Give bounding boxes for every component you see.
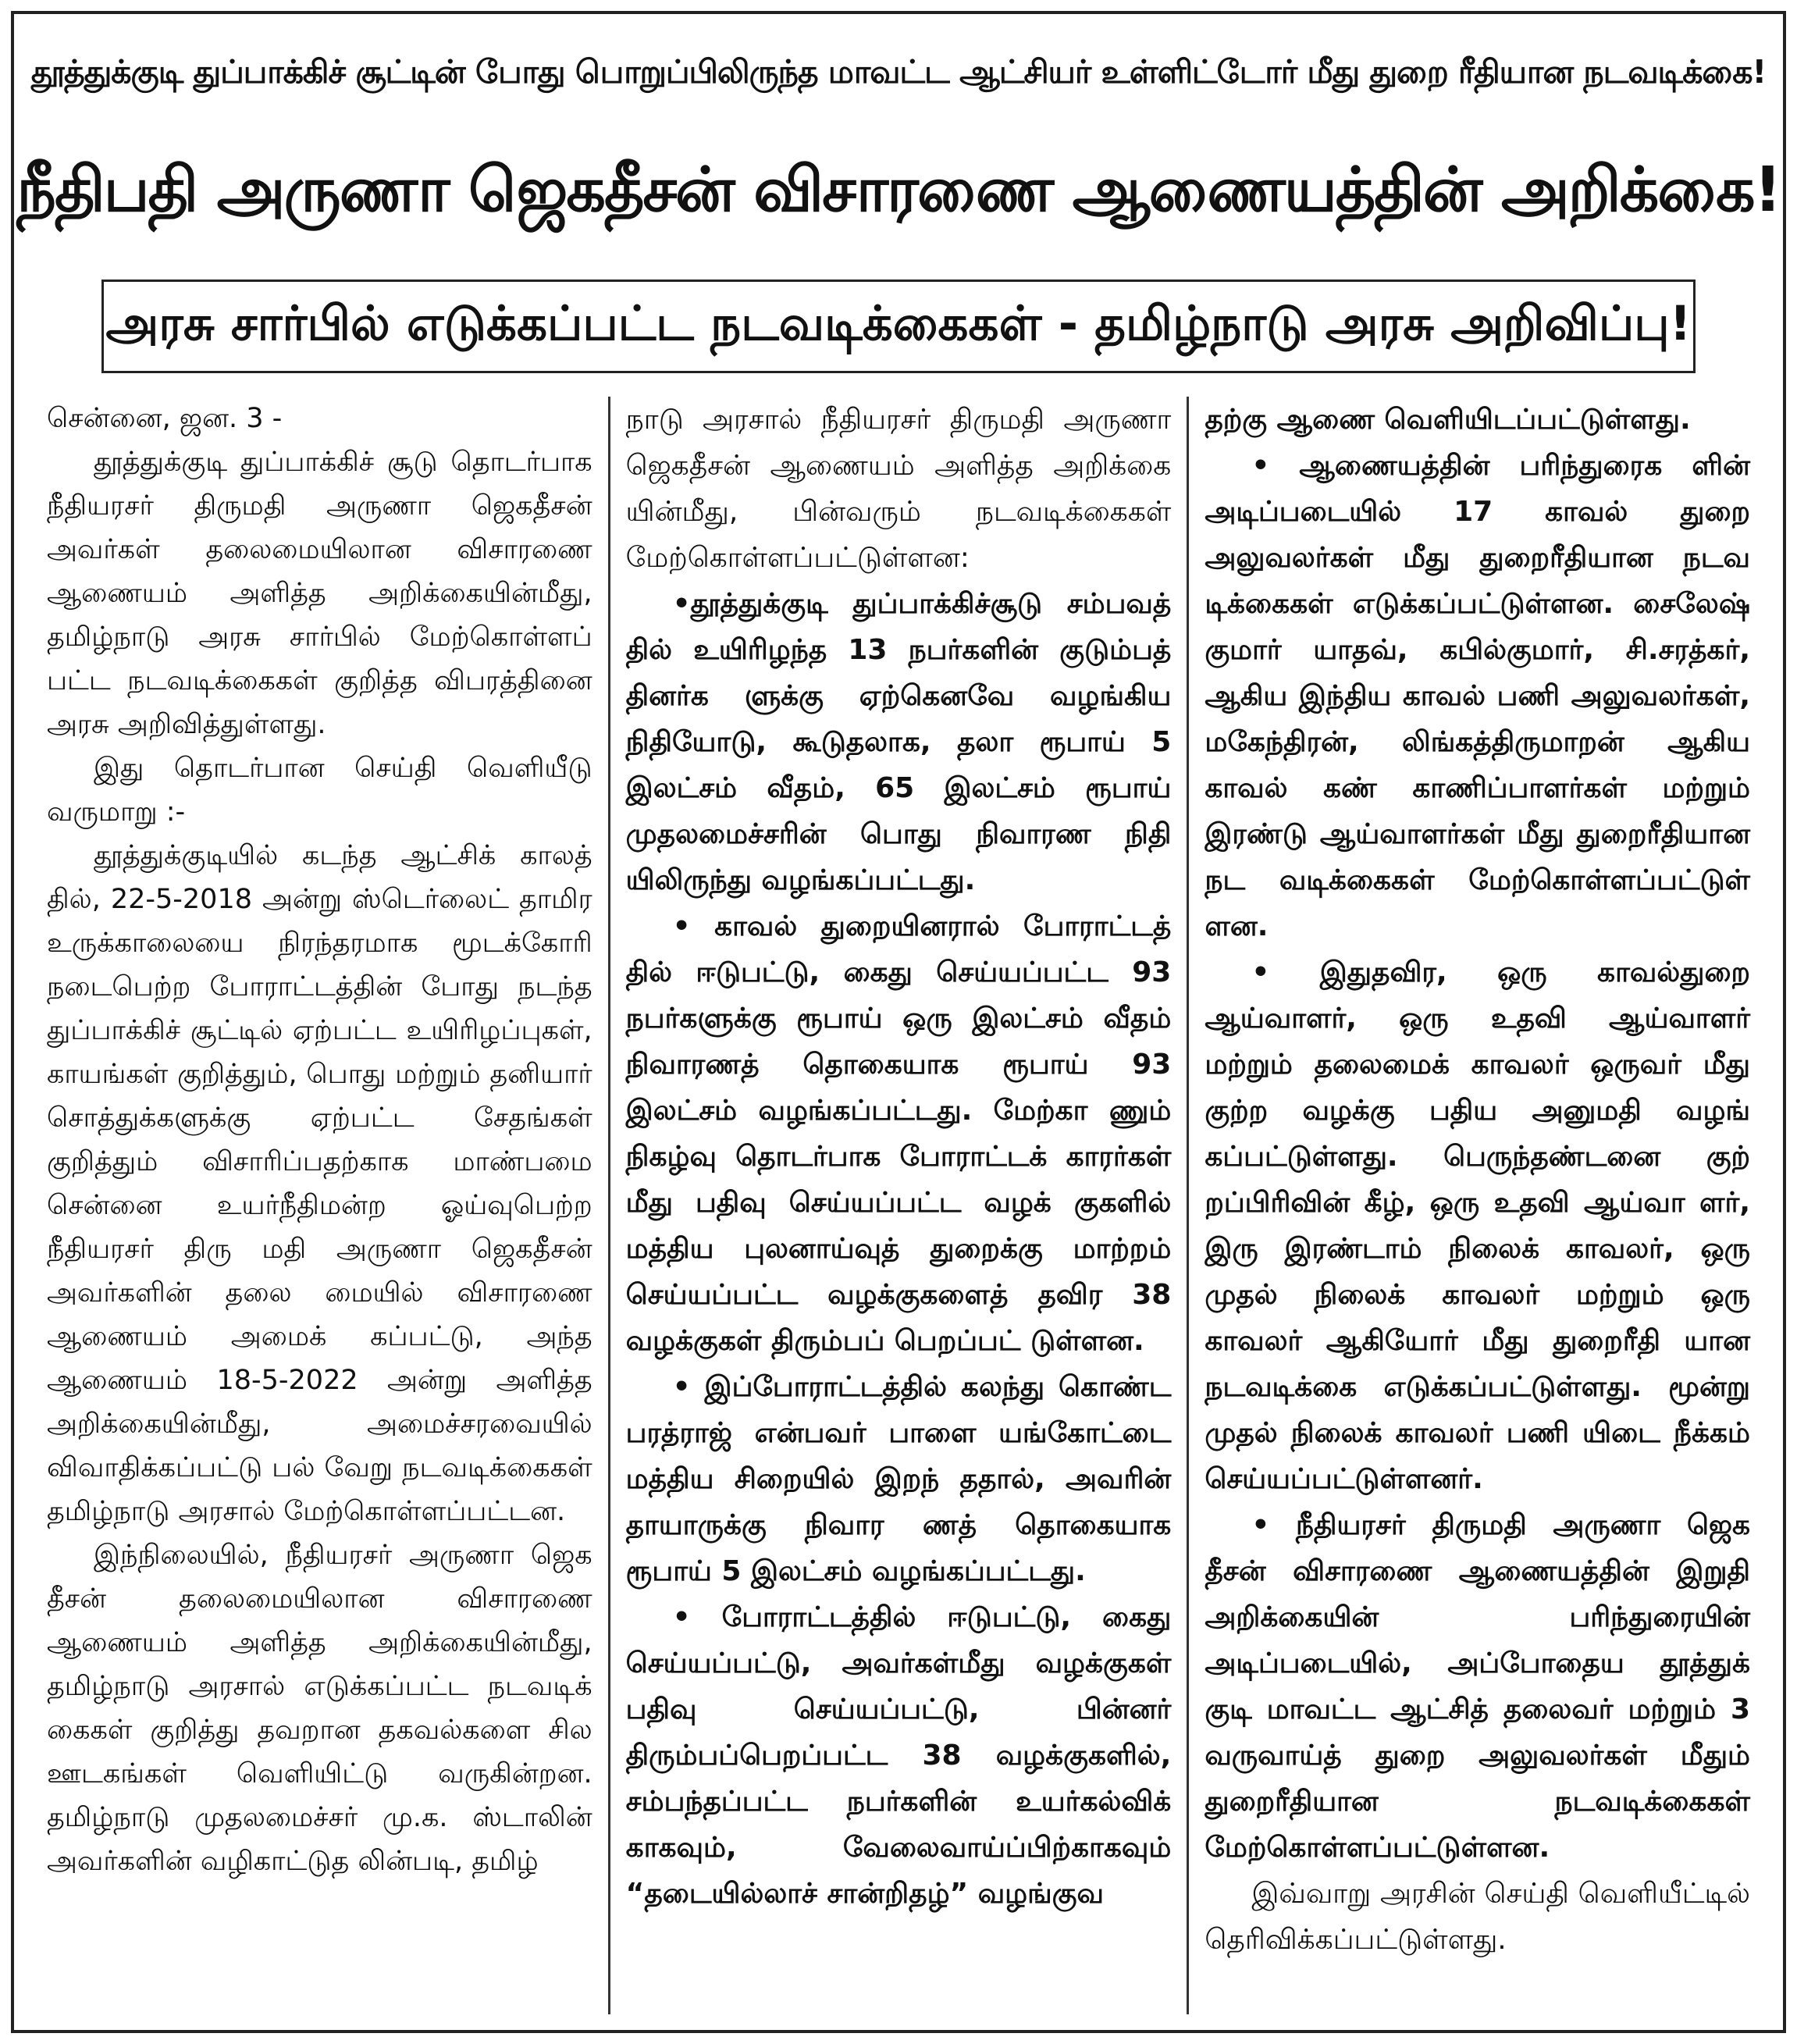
kicker-line: தூத்துக்குடி துப்பாக்கிச் சூட்டின் போது பொறுப்பிலிருந்த மாவட்ட ஆட்சியர் உள்ளிட்டோர் மீது துறை ரீதியான நடவடிக்கை! — [30, 53, 1767, 91]
newspaper-clipping — [11, 11, 1786, 2033]
article-columns — [31, 397, 1766, 2014]
paragraph: இந்நிலையில், நீதியரசர் அருணா ஜெக தீசன் தலைமையிலான விசாரணை ஆணையம் அளித்த அறிக்கையின்மீது, தமிழ்நாடு அரசால் எடுக்கப்பட்ட நடவடிக் கைகள் குறித்து தவறான தகவல்களை சில ஊடகங்கள் வெளியிட்டு வருகின்றன. தமிழ்நாடு முதலமைச்சர் மு.க. ஸ்டாலின் அவர்களின் வழிகாட்டுத லின்படி, தமிழ் — [47, 1540, 592, 1877]
bullet-item: • நீதியரசர் திருமதி அருணா ஜெக தீசன் விசாரணை ஆணையத்தின் இறுதி அறிக்கையின் பரிந்துரையின் அடிப்படையில், அப்போதைய தூத்துக் குடி மாவட்ட ஆட்சித் தலைவர் மற்றும் 3 வருவாய்த் துறை அலுவலர்கள் மீதும் துறைரீதியான நடவடிக்கைகள் மேற்கொள்ளப்பட்டுள்ளன. — [1205, 1509, 1751, 1864]
column-1 — [31, 397, 608, 2014]
bullet-list — [1205, 397, 1750, 1871]
bullet-item: •தூத்துக்குடி துப்பாக்கிச்சூடு சம்பவத் தில் உயிரிழந்த 13 நபர்களின் குடும்பத் தினர்க ளுக்கு ஏற்கெனவே வழங்கிய நிதியோடு, கூடுதலாக, தலா ரூபாய் 5 இலட்சம் வீதம், 65 இலட்சம் ரூபாய் முதலமைச்சரின் பொது நிவாரண நிதி யிலிருந்து வழங்கப்பட்டது. — [625, 588, 1172, 896]
closing-paragraph: இவ்வாறு அரசின் செய்தி வெளியீட்டில் தெரிவிக்கப்பட்டுள்ளது. — [1205, 1878, 1751, 1956]
column-2 — [608, 397, 1187, 2014]
bullet-item: • காவல் துறையினரால் போராட்டத் தில் ஈடுபட்டு, கைது செய்யப்பட்ட 93 நபர்களுக்கு ரூபாய் ஒரு இலட்சம் வீதம் நிவாரணத் தொகையாக ரூபாய் 93 இலட்சம் வழங்கப்பட்டது. மேற்கா ணும் நிகழ்வு தொடர்பாக போராட்டக் காரர்கள் மீது பதிவு செய்யப்பட்ட வழக் குகளில் மத்திய புலனாய்வுத் துறைக்கு மாற்றம் செய்யப்பட்ட வழக்குகளைத் தவிர 38 வழக்குகள் திரும்பப் பெறப்பட் டுள்ளன. — [625, 910, 1172, 1357]
subheadline-box: அரசு சார்பில் எடுக்கப்பட்ட நடவடிக்கைகள் - தமிழ்நாடு அரசு அறிவிப்பு! — [101, 280, 1696, 373]
paragraph: தூத்துக்குடி துப்பாக்கிச் சூடு தொடர்பாக நீதியரசர் திருமதி அருணா ஜெகதீசன் அவர்கள் தலைமையிலான விசாரணை ஆணையம் அளித்த அறிக்கையின்மீது, தமிழ்நாடு அரசு சார்பில் மேற்கொள்ளப் பட்ட நடவடிக்கைகள் குறித்த விபரத்தினை அரசு அறிவித்துள்ளது. — [47, 447, 592, 740]
paragraph-continued: தற்கு ஆணை வெளியிடப்பட்டுள்ளது. — [1205, 404, 1691, 436]
column-3 — [1187, 397, 1766, 2014]
paragraph: தூத்துக்குடியில் கடந்த ஆட்சிக் காலத் தில், 22-5-2018 அன்று ஸ்டெர்லைட் தாமிர உருக்காலையை நிரந்தரமாக மூடக்கோரி நடைபெற்ற போராட்டத்தின் போது நடந்த துப்பாக்கிச் சூட்டில் ஏற்பட்ட உயிரிழப்புகள், காயங்கள் குறித்தும், பொது மற்றும் தனியார் சொத்துக்களுக்கு ஏற்பட்ட சேதங்கள் குறித்தும் விசாரிப்பதற்காக மாண்பமை சென்னை உயர்நீதிமன்ற ஓய்வுபெற்ற நீதியரசர் திரு மதி அருணா ஜெகதீசன் அவர்களின் தலை மையில் விசாரணை ஆணையம் அமைக் கப்பட்டு, அந்த ஆணையம் 18-5-2022 அன்று அளித்த அறிக்கையின்மீது, அமைச்சரவையில் விவாதிக்கப்பட்டு பல் வேறு நடவடிக்கைகள் தமிழ்நாடு அரசால் மேற்கொள்ளப்பட்டன. — [47, 840, 592, 1527]
paragraph: இது தொடர்பான செய்தி வெளியீடு வருமாறு :- — [47, 753, 592, 828]
dateline: சென்னை, ஜன. 3 - — [47, 403, 283, 434]
headline: நீதிபதி அருணா ஜெகதீசன் விசாரணை ஆணையத்தின் அறிக்கை! — [16, 153, 1781, 226]
bullet-list — [626, 581, 1172, 1917]
bullet-item: • இதுதவிர, ஒரு காவல்துறை ஆய்வாளர், ஒரு உதவி ஆய்வாளர் மற்றும் தலைமைக் காவலர் ஒருவர் மீது குற்ற வழக்கு பதிய அனுமதி வழங் கப்பட்டுள்ளது. பெருந்தண்டனை குற் றப்பிரிவின் கீழ், ஒரு உதவி ஆய்வா ளர், இரு இரண்டாம் நிலைக் காவலர், ஒரு முதல் நிலைக் காவலர் மற்றும் ஒரு காவலர் ஆகியோர் மீது துறைரீதி யான நடவடிக்கை எடுக்கப்பட்டுள்ளது. மூன்று முதல் நிலைக் காவலர் பணி யிடை நீக்கம் செய்யப்பட்டுள்ளனர். — [1205, 956, 1751, 1495]
paragraph-continued: நாடு அரசால் நீதியரசர் திருமதி அருணா ஜெகதீசன் ஆணையம் அளித்த அறிக்கை யின்மீது, பின்வரும் நடவடிக்கைகள் மேற்கொள்ளப்பட்டுள்ளன: — [625, 404, 1172, 574]
bullet-item: • ஆணையத்தின் பரிந்துரைக ளின் அடிப்படையில் 17 காவல் துறை அலுவலர்கள் மீது துறைரீதியான நடவ டிக்கைகள் எடுக்கப்பட்டுள்ளன. சைலேஷ் குமார் யாதவ், கபில்குமார், சி.சரத்கர், ஆகிய இந்திய காவல் பணி அலுவலர்கள், மகேந்திரன், லிங்கத்திருமாறன் ஆகிய காவல் கண் காணிப்பாளர்கள் மற்றும் இரண்டு ஆய்வாளர்கள் மீது துறைரீதியான நட வடிக்கைகள் மேற்கொள்ளப்பட்டுள் ளன. — [1205, 450, 1751, 942]
bullet-item: • போராட்டத்தில் ஈடுபட்டு, கைது செய்யப்பட்டு, அவர்கள்மீது வழக்குகள் பதிவு செய்யப்பட்டு, பின்னர் திரும்பப்பெறப்பட்ட 38 வழக்குகளில், சம்பந்தப்பட்ட நபர்களின் உயர்கல்விக் காகவும், வேலைவாய்ப்பிற்காகவும் “தடையில்லாச் சான்றிதழ்” வழங்குவ — [625, 1601, 1172, 1910]
bullet-item: • இப்போராட்டத்தில் கலந்து கொண்ட பரத்ராஜ் என்பவர் பாளை யங்கோட்டை மத்திய சிறையில் இறந் ததால், அவரின் தாயாருக்கு நிவார ணத் தொகையாக ரூபாய் 5 இலட்சம் வழங்கப்பட்டது. — [625, 1371, 1172, 1587]
